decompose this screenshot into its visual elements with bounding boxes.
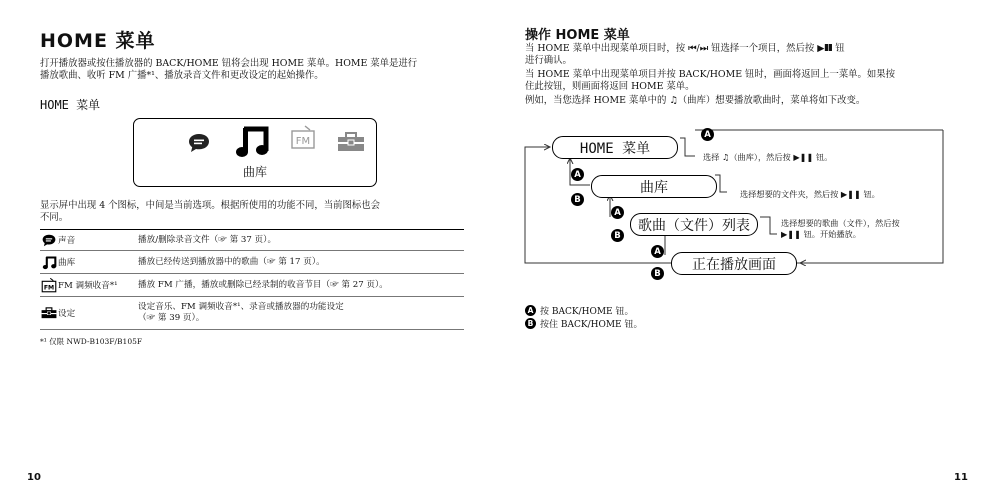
right-page-title: 操作 HOME 菜单 <box>525 28 630 43</box>
home-menu-screen <box>133 118 377 187</box>
current-item-label: 曲库 <box>242 165 267 179</box>
function-desc: 播放/删除录音文件（☞ 第 37 页）。 <box>138 234 277 245</box>
svg-text:FM: FM <box>295 136 311 147</box>
right-para-3: 例如，当您选择 HOME 菜单中的 ♫（曲库）想要播放歌曲时，菜单将如下改变。 <box>525 95 866 106</box>
flow-note-3-line-2: ▶❚❚ 钮。开始播放。 <box>781 229 861 239</box>
flow-now-playing: 正在播放画面 <box>671 252 797 275</box>
badge-a: A <box>701 128 714 141</box>
fm-radio-icon <box>40 277 58 293</box>
toolbox-icon <box>337 132 365 156</box>
footnote: *¹ 仅限 NWD-B103F/B105F <box>40 337 143 346</box>
table-row <box>40 297 464 330</box>
badge-b: B <box>525 318 536 329</box>
legend-text: 按 BACK/HOME 钮。 <box>540 307 634 317</box>
function-name: 曲库 <box>58 258 76 268</box>
table-row <box>40 230 464 251</box>
speech-bubble-icon <box>188 133 210 157</box>
intro-line-1: 打开播放器或按住播放器的 BACK/HOME 钮将会出现 HOME 菜单。HOME 菜单是进行 <box>40 58 418 69</box>
flow-song-list: 歌曲（文件）列表 <box>630 213 758 236</box>
table-row <box>40 274 464 297</box>
badge-a: A <box>611 206 624 219</box>
legend-item <box>525 317 643 330</box>
toolbox-icon <box>40 307 58 319</box>
speech-bubble-icon <box>40 234 58 247</box>
page-title: HOME 菜单 <box>40 30 156 52</box>
legend-text: 按住 BACK/HOME 钮。 <box>540 320 643 330</box>
desc-line-2: 不同。 <box>40 212 69 223</box>
music-note-icon <box>40 255 58 270</box>
flow-note-1: 选择 ♫（曲库），然后按 ▶❚❚ 钮。 <box>703 152 833 162</box>
badge-a: A <box>525 305 536 316</box>
svg-text:FM: FM <box>43 284 55 292</box>
function-name: FM 调频收音*¹ <box>58 281 118 291</box>
music-note-icon <box>234 123 270 163</box>
flow-note-2: 选择想要的文件夹，然后按 ▶❚❚ 钮。 <box>740 189 880 199</box>
flow-library: 曲库 <box>591 175 717 198</box>
legend-item <box>525 304 634 317</box>
function-name: 声音 <box>58 236 76 246</box>
function-name: 设定 <box>58 309 76 319</box>
right-para-2-line-2: 住此按钮，则画面将返回 HOME 菜单。 <box>525 81 695 92</box>
badge-a: A <box>651 245 664 258</box>
section-title: HOME 菜单 <box>40 98 101 112</box>
fm-radio-icon <box>290 124 316 154</box>
badge-a: A <box>571 168 584 181</box>
flow-home-menu: HOME 菜单 <box>552 136 678 159</box>
flow-note-3-line-1: 选择想要的歌曲（文件），然后按 <box>781 218 900 228</box>
table-row <box>40 251 464 274</box>
function-desc: 播放 FM 广播，播放或删除已经录制的收音节目（☞ 第 27 页）。 <box>138 279 388 290</box>
function-desc: 设定音乐、FM 调频收音*¹、录音或播放器的功能设定 （☞ 第 39 页）。 <box>138 302 344 323</box>
function-desc: 播放已经传送到播放器中的歌曲（☞ 第 17 页）。 <box>138 256 325 267</box>
page-number-right: 11 <box>954 472 968 483</box>
badge-b: B <box>611 229 624 242</box>
desc-line-1: 显示屏中出现 4 个图标，中间是当前选项。根据所使用的功能不同，当前图标也会 <box>40 200 381 211</box>
badge-b: B <box>651 267 664 280</box>
right-para-2-line-1: 当 HOME 菜单中出现菜单项目并按 BACK/HOME 钮时，画面将返回上一菜单。如果按 <box>525 69 896 80</box>
right-para-1-line-1: 当 HOME 菜单中出现菜单项目时，按 ⏮/⏭ 钮选择一个项目，然后按 ▶❚❚ 钮 <box>525 43 845 54</box>
right-para-1-line-2: 进行确认。 <box>525 55 572 66</box>
page-number-left: 10 <box>27 472 41 483</box>
badge-b: B <box>571 193 584 206</box>
function-table <box>40 229 464 330</box>
intro-line-2: 播放歌曲、收听 FM 广播*¹、播放录音文件和更改设定的起始操作。 <box>40 70 324 81</box>
